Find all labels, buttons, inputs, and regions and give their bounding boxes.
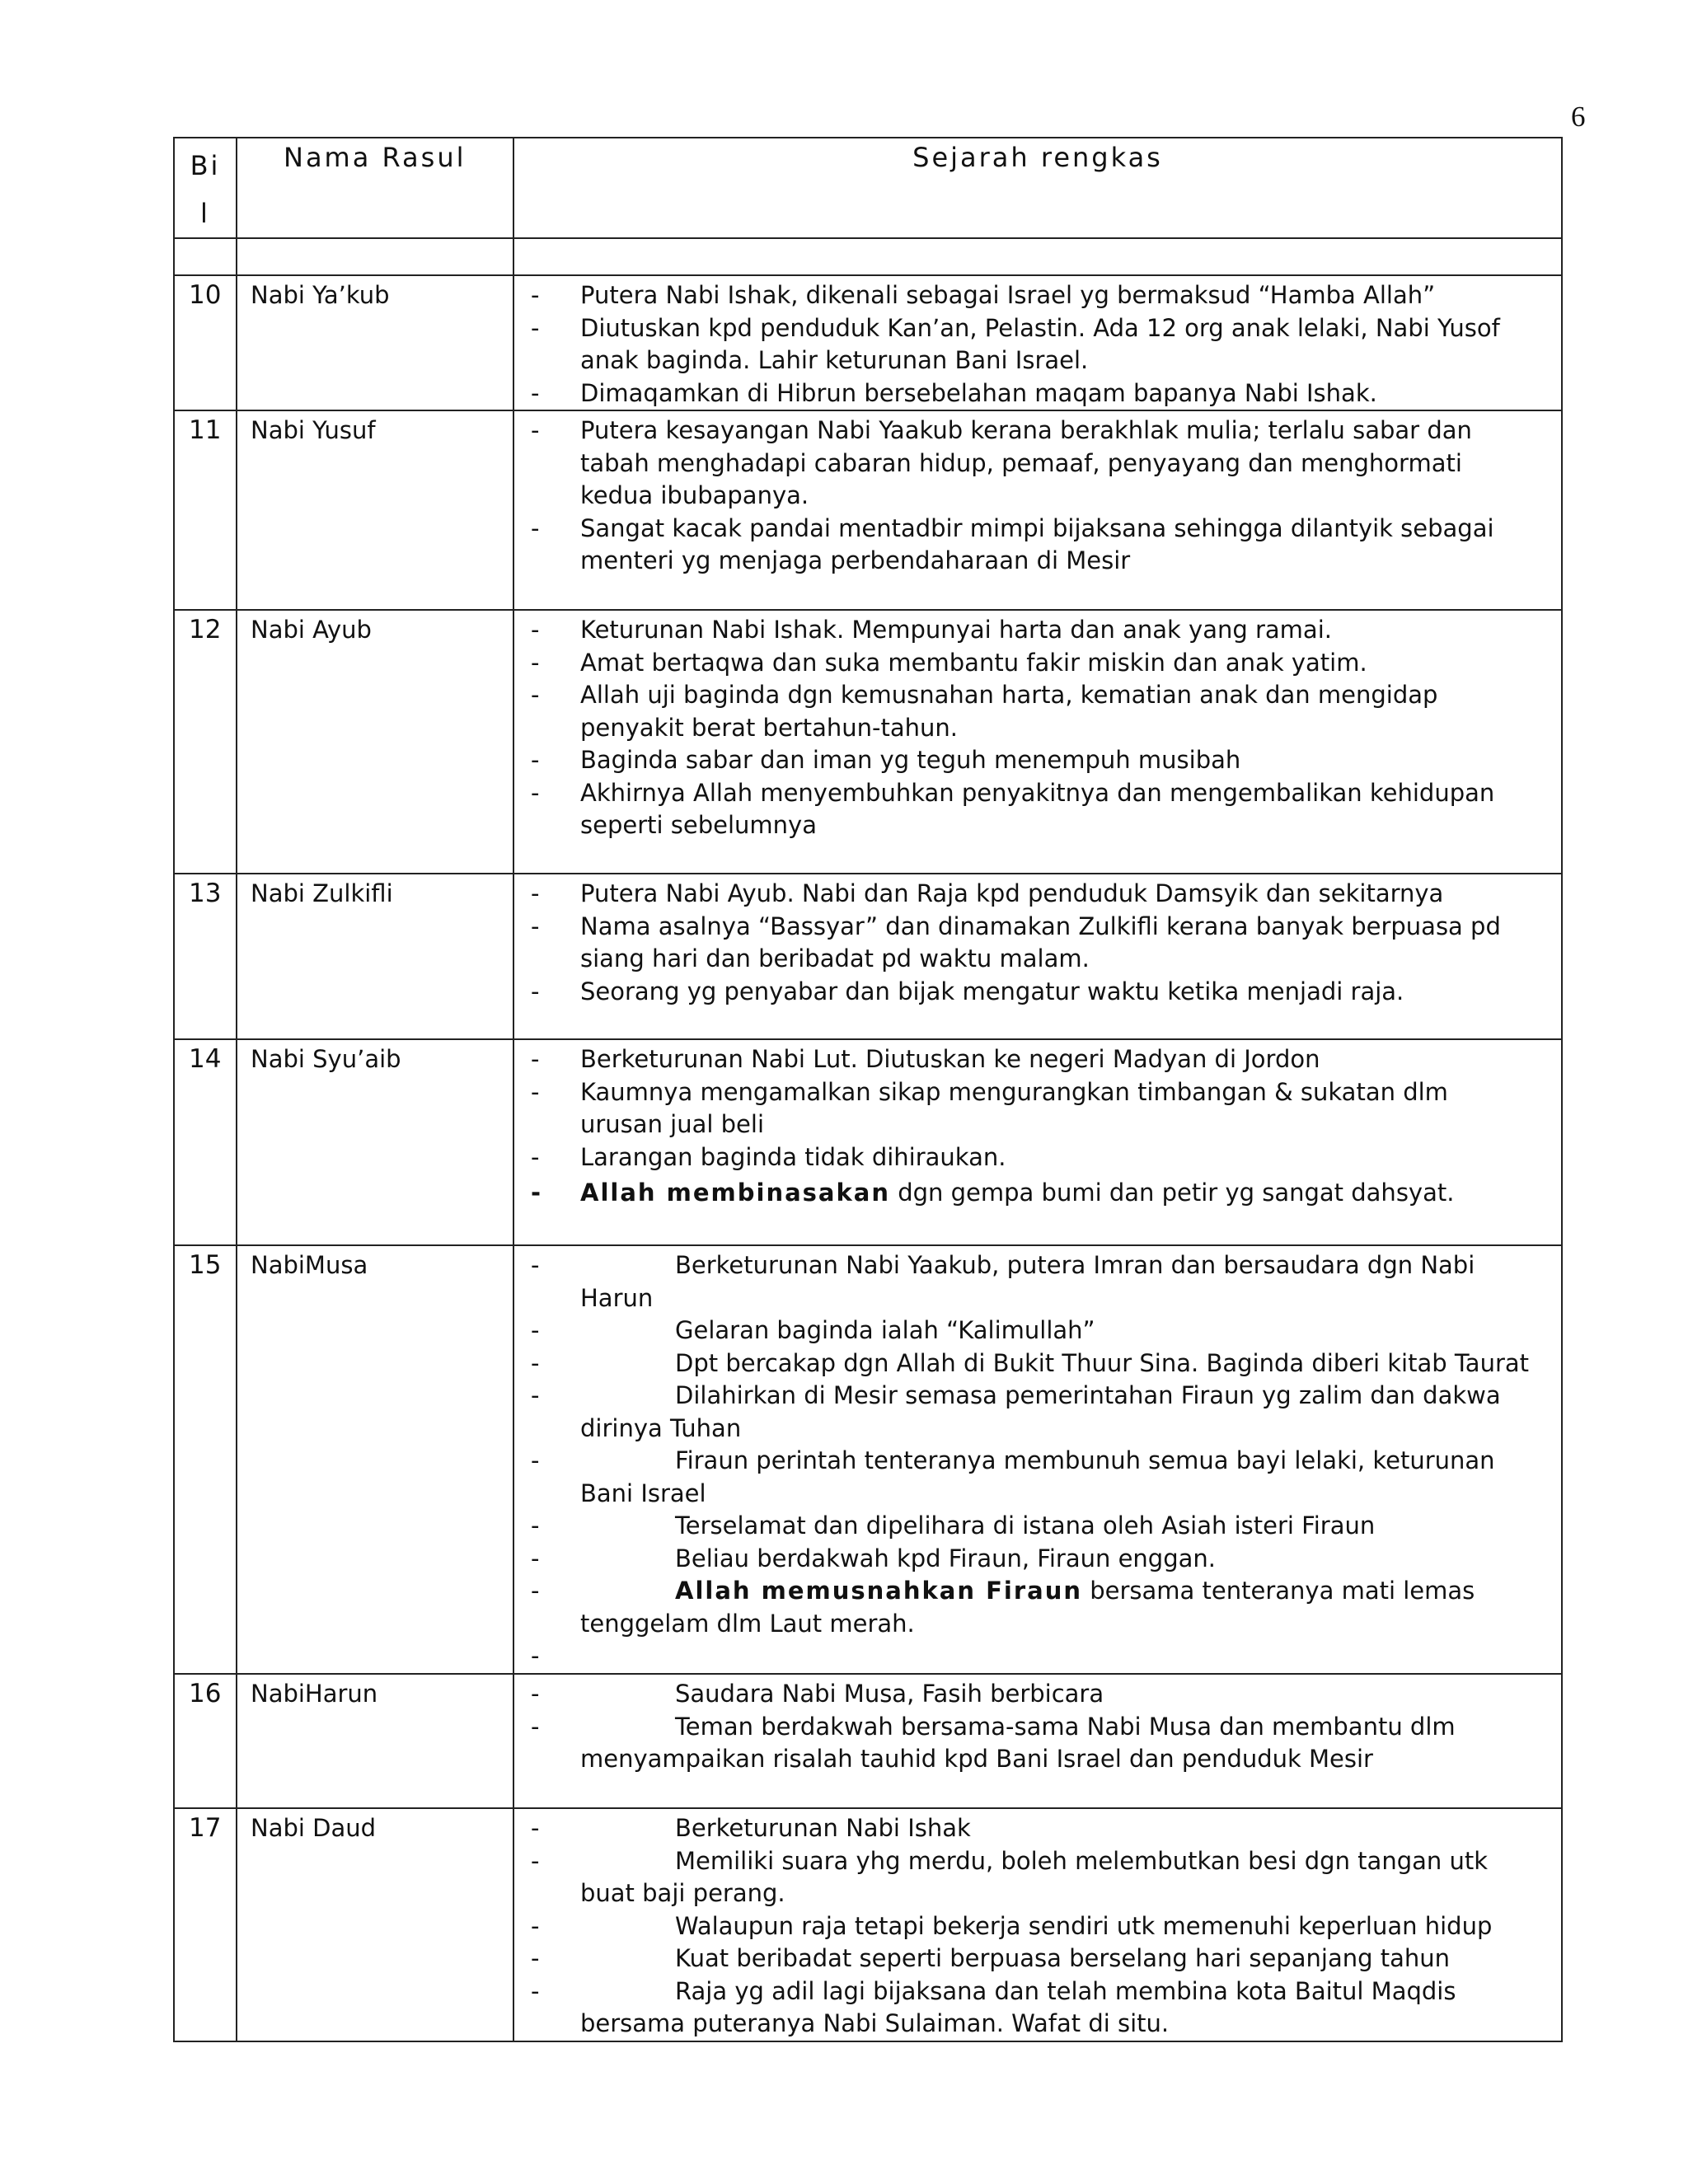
dash-bullet: - (531, 778, 540, 807)
sejarah-item-text: Gelaran baginda ialah “Kalimullah” (675, 1316, 1095, 1344)
sejarah-item-text: Kuat beribadat seperti berpuasa berselang hari sepanjang tahun (675, 1944, 1451, 1972)
sejarah-item (531, 679, 1536, 744)
dash-bullet: - (531, 1544, 540, 1572)
rasul-table (173, 137, 1563, 2042)
sejarah-item (531, 1943, 1536, 1975)
dash-bullet: - (531, 1944, 540, 1972)
sejarah-item (531, 513, 1536, 578)
sejarah-item-text: Dilahirkan di Mesir semasa pemerintahan Firaun yg zalim dan dakwa dirinya Tuhan (580, 1381, 1501, 1442)
row-sejarah (513, 410, 1562, 610)
dash-bullet: - (531, 746, 540, 774)
sejarah-item (531, 1845, 1536, 1910)
sejarah-item (531, 1380, 1536, 1445)
row-sejarah (513, 1808, 1562, 2041)
sejarah-item-text: Larangan baginda tidak dihiraukan. (580, 1142, 1006, 1171)
sejarah-item-text: Diutuskan kpd penduduk Kan’an, Pelastin. Ada 12 org anak lelaki, Nabi Yusof anak baginda. Lahir keturunan Bani Israel. (580, 313, 1500, 374)
sejarah-item-text: Dpt bercakap dgn Allah di Bukit Thuur Sina. Baginda diberi kitab Taurat (675, 1348, 1530, 1377)
sejarah-item-text: Berketurunan Nabi Ishak (675, 1814, 971, 1842)
table-row (174, 1245, 1562, 1674)
dash-bullet: - (531, 977, 540, 1005)
sejarah-item (531, 1975, 1536, 2041)
header-nama-rasul: Nama Rasul (237, 138, 513, 238)
dash-bullet: - (531, 1251, 540, 1279)
sejarah-item-text: Firaun perintah tenteranya membunuh semua bayi lelaki, keturunan Bani Israel (580, 1446, 1495, 1507)
sejarah-item (531, 647, 1536, 680)
dash-bullet: - (531, 1577, 540, 1605)
header-bil: Bi l (174, 138, 237, 238)
dash-bullet: - (531, 1045, 540, 1073)
sejarah-item (531, 744, 1536, 777)
dash-bullet: - (531, 1381, 540, 1409)
sejarah-item (531, 1445, 1536, 1510)
sejarah-item-text: Seorang yg penyabar dan bijak mengatur waktu ketika menjadi raja. (580, 977, 1404, 1005)
dash-bullet: - (531, 1348, 540, 1377)
sejarah-item-text: bersama tenteranya mati lemas tenggelam dlm Laut merah. (580, 1577, 1475, 1638)
sejarah-item-text: Walaupun raja tetapi bekerja sendiri utk memenuhi keperluan hidup (675, 1911, 1493, 1940)
row-bil: 17 (174, 1808, 237, 2041)
dash-bullet: - (531, 912, 540, 940)
header-sejarah: Sejarah rengkas (513, 138, 1562, 238)
sejarah-item (531, 1812, 1536, 1845)
row-nama-rasul: Nabi Ayub (237, 610, 513, 874)
sejarah-item (531, 1510, 1536, 1543)
dash-bullet: - (531, 1511, 540, 1540)
row-sejarah (513, 610, 1562, 874)
sejarah-item-text: Nama asalnya “Bassyar” dan dinamakan Zulkifli kerana banyak berpuasa pd siang hari dan beribadat pd waktu malam. (580, 912, 1501, 972)
dash-bullet: - (531, 1142, 540, 1171)
dash-bullet: - (531, 1316, 540, 1344)
dash-bullet: - (531, 1846, 540, 1875)
sejarah-item (531, 1177, 1536, 1210)
sejarah-item-text: Memiliki suara yhg merdu, boleh melembutkan besi dgn tangan utk buat baji perang. (580, 1846, 1489, 1907)
sejarah-item-text: dgn gempa bumi dan petir yg sangat dahsyat. (890, 1179, 1455, 1207)
sejarah-item-text: Raja yg adil lagi bijaksana dan telah membina kota Baitul Maqdis bersama puteranya Nabi Sulaiman. Wafat di situ. (580, 1976, 1456, 2037)
emphasis-text: Allah memusnahkan Firaun (675, 1577, 1083, 1605)
sejarah-item (531, 312, 1536, 377)
sejarah-item-text: Akhirnya Allah menyembuhkan penyakitnya dan mengembalikan kehidupan seperti sebelumnya (580, 778, 1495, 839)
sejarah-item-text: Sangat kacak pandai mentadbir mimpi bijaksana sehingga dilantyik sebagai menteri yg menjaga perbendaharaan di Mesir (580, 513, 1494, 574)
sejarah-item-text: Berketurunan Nabi Lut. Diutuskan ke negeri Madyan di Jordon (580, 1045, 1320, 1073)
dash-bullet: - (531, 648, 540, 677)
dash-bullet: - (531, 378, 540, 407)
sejarah-item-text: Berketurunan Nabi Yaakub, putera Imran dan bersaudara dgn Nabi Harun (580, 1251, 1475, 1312)
dash-bullet: - (531, 416, 540, 444)
sejarah-item-text: Teman berdakwah bersama-sama Nabi Musa dan membantu dlm menyampaikan risalah tauhid kpd Bani Israel dan penduduk Mesir (580, 1712, 1456, 1773)
table-row (174, 874, 1562, 1039)
row-nama-rasul: Nabi Ya’kub (237, 275, 513, 410)
sejarah-item (531, 279, 1536, 312)
sejarah-item-text: Kaumnya mengamalkan sikap mengurangkan timbangan & sukatan dlm urusan jual beli (580, 1077, 1448, 1138)
row-nama-rasul: NabiMusa (237, 1245, 513, 1674)
sejarah-item-text: Baginda sabar dan iman yg teguh menempuh musibah (580, 746, 1241, 774)
sejarah-item (531, 1076, 1536, 1141)
table-row (174, 1674, 1562, 1808)
dash-bullet: - (531, 879, 540, 907)
sejarah-item-text: Allah uji baginda dgn kemusnahan harta, kematian anak dan mengidap penyakit berat bertahun-tahun. (580, 681, 1438, 742)
sejarah-item (531, 1910, 1536, 1943)
sejarah-item (531, 1249, 1536, 1315)
sejarah-item (531, 1711, 1536, 1776)
row-sejarah (513, 275, 1562, 410)
table-row (174, 410, 1562, 610)
dash-bullet: - (531, 1077, 540, 1106)
sejarah-item-text: Beliau berdakwah kpd Firaun, Firaun enggan. (675, 1544, 1216, 1572)
dash-bullet: - (531, 616, 540, 644)
page-number: 6 (1571, 101, 1586, 133)
sejarah-item-text: Dimaqamkan di Hibrun bersebelahan maqam bapanya Nabi Ishak. (580, 378, 1377, 407)
row-sejarah (513, 1039, 1562, 1245)
emphasis-text: Allah membinasakan (580, 1179, 890, 1207)
sejarah-item (531, 415, 1536, 513)
dash-bullet: - (531, 1712, 540, 1741)
sejarah-item-text: Putera kesayangan Nabi Yaakub kerana berakhlak mulia; terlalu sabar dan tabah menghadapi cabaran hidup, pemaaf, penyayang dan menghormati kedua ibubapanya. (580, 416, 1472, 509)
table-header-row (174, 138, 1562, 238)
sejarah-item (531, 377, 1536, 410)
dash-bullet: - (531, 513, 540, 542)
dash-bullet: - (531, 681, 540, 709)
row-sejarah (513, 1245, 1562, 1674)
sejarah-item (531, 614, 1536, 647)
dash-bullet: - (531, 1642, 540, 1670)
sejarah-item-text: Amat bertaqwa dan suka membantu fakir miskin dan anak yatim. (580, 648, 1367, 677)
table-row (174, 1039, 1562, 1245)
row-bil: 13 (174, 874, 237, 1039)
row-bil: 16 (174, 1674, 237, 1808)
sejarah-item (531, 777, 1536, 842)
dash-bullet: - (531, 281, 540, 309)
dash-bullet: - (531, 1179, 542, 1207)
table-row (174, 275, 1562, 410)
row-nama-rasul: Nabi Daud (237, 1808, 513, 2041)
sejarah-item (531, 1043, 1536, 1076)
row-bil: 14 (174, 1039, 237, 1245)
table-row (174, 610, 1562, 874)
sejarah-item (531, 1543, 1536, 1576)
row-bil: 15 (174, 1245, 237, 1674)
dash-bullet: - (531, 1446, 540, 1474)
dash-bullet: - (531, 1814, 540, 1842)
sejarah-item-text: Putera Nabi Ishak, dikenali sebagai Israel yg bermaksud “Hamba Allah” (580, 281, 1436, 309)
row-bil: 10 (174, 275, 237, 410)
sejarah-item-text: Putera Nabi Ayub. Nabi dan Raja kpd penduduk Damsyik dan sekitarnya (580, 879, 1444, 907)
sejarah-item-text: Keturunan Nabi Ishak. Mempunyai harta dan anak yang ramai. (580, 616, 1332, 644)
row-sejarah (513, 1674, 1562, 1808)
sejarah-item-text: Terselamat dan dipelihara di istana oleh Asiah isteri Firaun (675, 1511, 1376, 1540)
sejarah-item-text: Saudara Nabi Musa, Fasih berbicara (675, 1680, 1104, 1708)
sejarah-item (531, 1141, 1536, 1174)
sejarah-item (531, 1678, 1536, 1711)
sejarah-item-empty (531, 1640, 1536, 1672)
sejarah-item (531, 911, 1536, 976)
row-nama-rasul: Nabi Zulkifli (237, 874, 513, 1039)
row-sejarah (513, 874, 1562, 1039)
dash-bullet: - (531, 1911, 540, 1940)
row-nama-rasul: Nabi Syu’aib (237, 1039, 513, 1245)
sejarah-item (531, 1575, 1536, 1640)
row-nama-rasul: Nabi Yusuf (237, 410, 513, 610)
table-row (174, 1808, 1562, 2041)
sejarah-item (531, 1347, 1536, 1380)
row-bil: 12 (174, 610, 237, 874)
dash-bullet: - (531, 1680, 540, 1708)
sejarah-item (531, 976, 1536, 1009)
dash-bullet: - (531, 313, 540, 342)
sejarah-item (531, 1315, 1536, 1347)
row-bil: 11 (174, 410, 237, 610)
row-nama-rasul: NabiHarun (237, 1674, 513, 1808)
empty-row (174, 238, 1562, 275)
sejarah-item (531, 878, 1536, 911)
dash-bullet: - (531, 1976, 540, 2005)
